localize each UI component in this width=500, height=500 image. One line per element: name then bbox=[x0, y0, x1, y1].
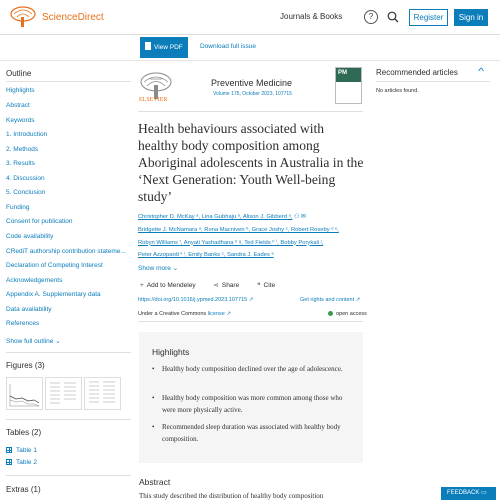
outline-item-data-availability[interactable]: Data availability bbox=[6, 306, 52, 313]
outline-heading: Outline bbox=[6, 69, 32, 78]
outline-item-discussion[interactable]: 4. Discussion bbox=[6, 175, 45, 182]
tables-heading: Tables (2) bbox=[6, 428, 42, 437]
search-icon[interactable] bbox=[387, 11, 399, 23]
outline-item-highlights[interactable]: Highlights bbox=[6, 87, 35, 94]
publisher-name: ELSEVIER bbox=[139, 97, 168, 103]
show-full-outline-link[interactable]: Show full outline ⌄ bbox=[6, 338, 61, 345]
outline-item-code-availability[interactable]: Code availability bbox=[6, 233, 54, 240]
outline-item-conclusion[interactable]: 5. Conclusion bbox=[6, 189, 46, 196]
sciencedirect-brand[interactable]: ScienceDirect bbox=[42, 12, 104, 23]
person-icon[interactable]: ⚇ bbox=[294, 214, 300, 220]
doi-link[interactable]: https://doi.org/10.1016/j.ypmed.2023.107715 ↗ bbox=[138, 297, 254, 303]
outline-item-acknowledgements[interactable]: Acknowledgements bbox=[6, 277, 63, 284]
table-2-link[interactable]: Table 2 bbox=[6, 459, 131, 466]
view-pdf-label: View PDF bbox=[154, 44, 183, 51]
outline-item-competing-interest[interactable]: Declaration of Competing Interest bbox=[6, 262, 103, 269]
figure-thumbnail-2[interactable] bbox=[45, 377, 82, 410]
divider bbox=[6, 352, 131, 353]
share-button[interactable]: ⋖ Share bbox=[213, 282, 240, 289]
feedback-button[interactable]: FEEDBACK ▭ bbox=[441, 487, 496, 500]
outline-item-results[interactable]: 3. Results bbox=[6, 160, 35, 167]
recommended-heading: Recommended articles bbox=[376, 68, 458, 77]
authors-row[interactable]: Robyn Williams ᶠ, Anyati Yashadhana ᵇ ᵍ, Ted Fields ʰ ⁱ, Bobby Porykali ʲ, bbox=[138, 239, 324, 246]
license-statement: Under a Creative Commons license ↗ bbox=[138, 311, 231, 317]
open-access-badge: open access bbox=[328, 311, 367, 317]
help-icon[interactable]: ? bbox=[364, 10, 378, 24]
sign-in-button[interactable]: Sign in bbox=[454, 9, 488, 26]
plus-icon: + bbox=[140, 282, 144, 289]
elsevier-tree-logo[interactable] bbox=[8, 6, 38, 28]
journal-name[interactable]: Preventive Medicine bbox=[211, 78, 293, 88]
download-full-issue-link[interactable]: Download full issue bbox=[200, 43, 257, 50]
highlight-item: • Recommended sleep duration was associated with healthy body composition. bbox=[152, 422, 357, 445]
add-to-mendeley-button[interactable]: + Add to Mendeley bbox=[140, 282, 196, 289]
outline-item-methods[interactable]: 2. Methods bbox=[6, 146, 39, 153]
show-more-link[interactable]: Show more ⌄ bbox=[138, 265, 179, 272]
divider bbox=[138, 111, 363, 112]
abstract-heading: Abstract bbox=[139, 477, 171, 487]
divider bbox=[6, 475, 131, 476]
pdf-icon bbox=[145, 42, 151, 50]
chat-icon: ▭ bbox=[481, 490, 487, 496]
journal-cover-image[interactable]: PM bbox=[335, 67, 362, 104]
highlight-item: • Healthy body composition declined over the age of adolescence. bbox=[152, 364, 357, 376]
chevron-down-icon: ⌄ bbox=[172, 265, 179, 272]
journal-volume[interactable]: Volume 175, October 2023, 107715 bbox=[213, 91, 292, 97]
outline-item-references[interactable]: References bbox=[6, 320, 40, 327]
figures-heading: Figures (3) bbox=[6, 361, 45, 370]
authors-row[interactable]: Peter Azzopardi ᵏ ˡ, Emily Banks ᶜ, Sandra J. Eades ᵃ bbox=[138, 252, 274, 259]
divider bbox=[6, 419, 131, 420]
highlights-box bbox=[139, 332, 363, 463]
table-icon bbox=[6, 459, 12, 465]
journals-books-link[interactable]: Journals & Books bbox=[280, 12, 343, 21]
recommended-empty-message: No articles found. bbox=[376, 88, 419, 94]
outline-item-abstract[interactable]: Abstract bbox=[6, 102, 30, 109]
cite-button[interactable]: ❝ Cite bbox=[257, 282, 276, 289]
outline-item-appendix[interactable]: Appendix A. Supplementary data bbox=[6, 291, 101, 298]
divider bbox=[6, 81, 131, 82]
register-button[interactable]: Register bbox=[409, 9, 448, 26]
rights-link[interactable]: Get rights and content ↗ bbox=[300, 297, 361, 303]
article-actions bbox=[140, 281, 291, 289]
abstract-text: This study described the distribution of healthy body composition bbox=[139, 492, 324, 500]
outline-item-consent[interactable]: Consent for publication bbox=[6, 218, 73, 225]
outline-item-introduction[interactable]: 1. Introduction bbox=[6, 131, 48, 138]
quote-icon: ❝ bbox=[257, 282, 261, 289]
external-link-icon: ↗ bbox=[355, 297, 361, 303]
external-link-icon: ↗ bbox=[248, 297, 254, 303]
chevron-down-icon: ⌄ bbox=[55, 338, 61, 345]
divider bbox=[138, 321, 363, 322]
share-icon: ⋖ bbox=[213, 282, 219, 289]
figure-thumbnail-1[interactable] bbox=[6, 377, 43, 410]
outline-item-keywords[interactable]: Keywords bbox=[6, 117, 35, 124]
chevron-up-icon[interactable]: ^ bbox=[478, 66, 485, 76]
email-icon[interactable]: ✉ bbox=[300, 214, 306, 220]
external-link-icon: ↗ bbox=[226, 311, 231, 317]
view-pdf-button[interactable] bbox=[140, 37, 188, 58]
extras-heading: Extras (1) bbox=[6, 485, 41, 494]
outline-item-credit[interactable]: CRediT authorship contribution stateme... bbox=[6, 248, 126, 255]
article-title: Health behaviours associated with healthy body composition among Aboriginal adolescents in Australia in the ‘Next Generation: Youth Well-being study’ bbox=[138, 121, 364, 204]
table-icon bbox=[6, 447, 12, 453]
table-1-link[interactable]: Table 1 bbox=[6, 447, 131, 454]
divider bbox=[376, 81, 490, 82]
authors-row[interactable]: Bridgette J. McNamara ᵃ, Rona Macniven ᵇ, Grace Joshy ᶜ, Robert Roseby ᵈ ᵉ, bbox=[138, 226, 339, 233]
author-list bbox=[138, 211, 366, 262]
license-link[interactable]: license bbox=[207, 311, 225, 317]
site-header bbox=[0, 0, 500, 35]
outline-item-funding[interactable]: Funding bbox=[6, 204, 30, 211]
figure-thumbnail-3[interactable] bbox=[84, 377, 121, 410]
authors-row[interactable]: Christopher D. McKay ᵃ, Lina Gubhaju ᵃ, Alison J. Gibberd ᵃ, ⚇ ✉ bbox=[138, 214, 306, 220]
highlights-heading: Highlights bbox=[152, 347, 190, 357]
highlight-item: • Healthy body composition was more common among those who were more physically active. bbox=[152, 393, 357, 416]
